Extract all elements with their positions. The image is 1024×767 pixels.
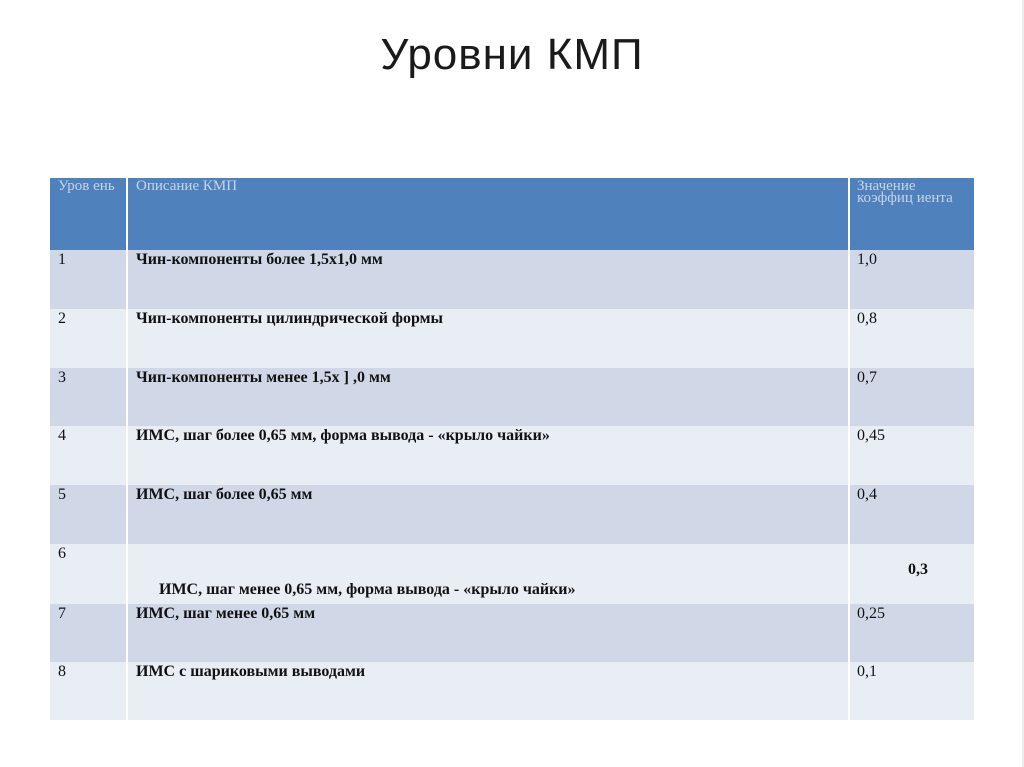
row-4-level: 4 [50, 426, 126, 485]
column-divider [848, 178, 850, 720]
header-description: Описание КМП [128, 178, 848, 250]
row-2-description: Чип-компоненты цилиндрической формы [128, 309, 848, 368]
row-8-value: 0,1 [850, 662, 974, 720]
row-2-value: 0,8 [850, 309, 974, 368]
row-4-value: 0,45 [850, 426, 974, 485]
slide-title: Уровни КМП [380, 30, 644, 79]
row-2-level: 2 [50, 309, 126, 368]
row-8-description: ИМС с шариковыми выводами [128, 662, 848, 720]
row-1-value: 1,0 [850, 250, 974, 309]
row-1-description: Чин-компоненты более 1,5х1,0 мм [128, 250, 848, 309]
header-coefficient: Значение коэффиц иента [850, 178, 974, 250]
row-6-merged-value: 0,3 [908, 561, 928, 578]
row-6-merged-description: ИМС, шаг менее 0,65 мм, форма вывода - «крыло чайки» [159, 581, 576, 598]
row-4-description: ИМС, шаг более 0,65 мм, форма вывода - «крыло чайки» [128, 426, 848, 485]
row-8-level: 8 [50, 662, 126, 720]
row-7-value: 0,25 [850, 604, 974, 662]
row-7-description: ИМС, шаг менее 0,65 мм [128, 604, 848, 662]
row-5-level: 5 [50, 485, 126, 544]
row-3-level: 3 [50, 368, 126, 426]
row-5-value: 0,4 [850, 485, 974, 544]
row-1-level: 1 [50, 250, 126, 309]
row-6-level: 6 [50, 544, 126, 604]
row-3-description: Чип-компоненты менее 1,5х ] ,0 мм [128, 368, 848, 426]
column-divider [126, 178, 128, 720]
row-5-description: ИМС, шаг более 0,65 мм [128, 485, 848, 544]
row-3-value: 0,7 [850, 368, 974, 426]
header-level: Уров ень [50, 178, 126, 250]
row-7-level: 7 [50, 604, 126, 662]
